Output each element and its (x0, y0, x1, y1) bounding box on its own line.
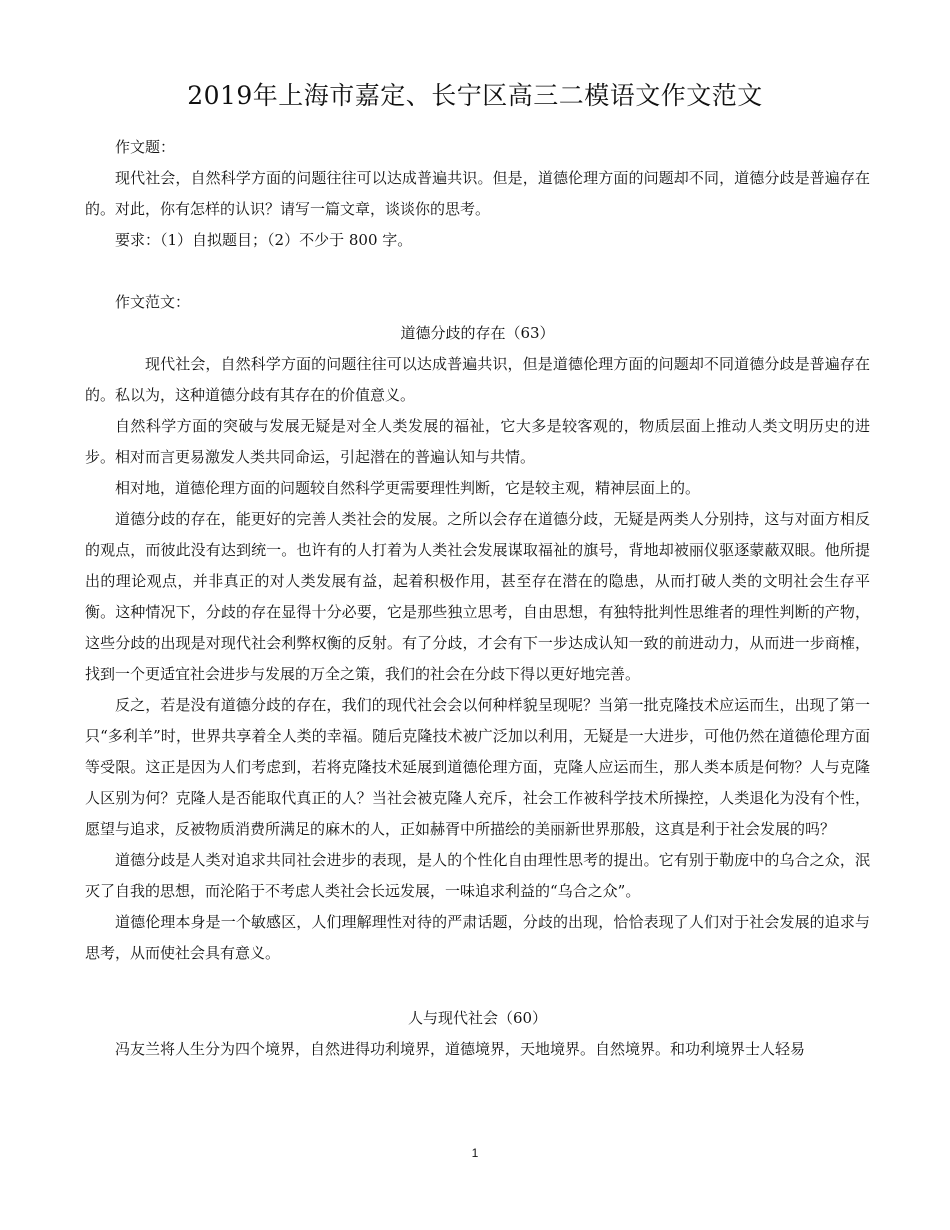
essay-spacer (85, 969, 870, 1003)
sample-label: 作文范文： (115, 293, 191, 311)
requirements-text: 要求：（1）自拟题目；（2）不少于 800 字。 (115, 231, 413, 249)
essay1-paragraph: 相对地，道德伦理方面的问题较自然科学更需要理性判断，它是较主观，精神层面上的。 (115, 479, 701, 497)
essay2-paragraph: 冯友兰将人生分为四个境界，自然进得功利境界，道德境界，天地境界。自然境界。和功利境界士人轻易 (115, 1040, 806, 1058)
page-number: 1 (471, 1146, 479, 1160)
essay1-paragraph: 反之，若是没有道德分歧的存在，我们的现代社会会以何种样貌呈现呢？当第一批克隆技术应运而生，出现了第一只“多利羊”时，世界共享着全人类的幸福。随后克隆技术被广泛加以利用，无疑是一大进步，可他仍然在道德伦理方面等受限。这正是因为人们考虑到，若将克隆技术延展到道德伦理方面，克隆人应运而生，那人类本质是何物？人与克隆人区别为何？克隆人是否能取代真正的人？当社会被克隆人充斥，社会工作被科学技术所操控，人类退化为没有个性，愿望与追求，反被物质消费所满足的麻木的人，正如赫胥中所描绘的美丽新世界那般，这真是利于社会发展的吗？ (85, 696, 870, 838)
essay1-paragraph: 道德分歧是人类对追求共同社会进步的表现，是人的个性化自由理性思考的提出。它有别于勒庞中的乌合之众，泯灭了自我的思想，而沦陷于不考虑人类社会长远发展，一味追求利益的“乌合之众”。 (85, 851, 870, 900)
essay1-paragraph: 道德分歧的存在，能更好的完善人类社会的发展。之所以会存在道德分歧，无疑是两类人分别持，这与对面方相反的观点，而彼此没有达到统一。也许有的人打着为人类社会发展谋取福祉的旗号，背地却被丽仪驱逐蒙蔽双眼。他所提出的理论观点，并非真正的对人类发展有益，起着积极作用，甚至存在潜在的隐患，从而打破人类的文明社会生存平衡。这种情况下，分歧的存在显得十分必要，它是那些独立思考，自由思想，有独特批判性思维者的理性判断的产物，这些分歧的出现是对现代社会利弊权衡的反射。有了分歧，才会有下一步达成认知一致的前进动力，从而进一步商榷，找到一个更适宜社会进步与发展的万全之策，我们的社会在分歧下得以更好地完善。 (85, 510, 870, 683)
essay2-title: 人与现代社会（60） (407, 1009, 548, 1027)
prompt-text: 现代社会，自然科学方面的问题往往可以达成普遍共识。但是，道德伦理方面的问题却不同，道德分歧是普遍存在的。对此，你有怎样的认识？请写一篇文章，谈谈你的思考。 (85, 169, 870, 218)
prompt-label: 作文题： (115, 138, 176, 156)
essay1-paragraph: 自然科学方面的突破与发展无疑是对全人类发展的福祉，它大多是较客观的，物质层面上推动人类文明历史的进步。相对而言更易激发人类共同命运，引起潜在的普遍认知与共情。 (85, 417, 870, 466)
essay1-title: 道德分歧的存在（63） (400, 324, 555, 342)
document-title: 2019年上海市嘉定、长宁区高三二模语文作文范文 (187, 81, 763, 110)
section-spacer (85, 256, 870, 287)
document-body (85, 132, 870, 1065)
essay1-paragraph: 现代社会，自然科学方面的问题往往可以达成普遍共识，但是道德伦理方面的问题却不同道德分歧是普遍存在的。私以为，这种道德分歧有其存在的价值意义。 (85, 355, 870, 404)
essay1-paragraph: 道德伦理本身是一个敏感区，人们理解理性对待的严肃话题，分歧的出现，恰恰表现了人们对于社会发展的追求与思考，从而使社会具有意义。 (85, 913, 870, 962)
